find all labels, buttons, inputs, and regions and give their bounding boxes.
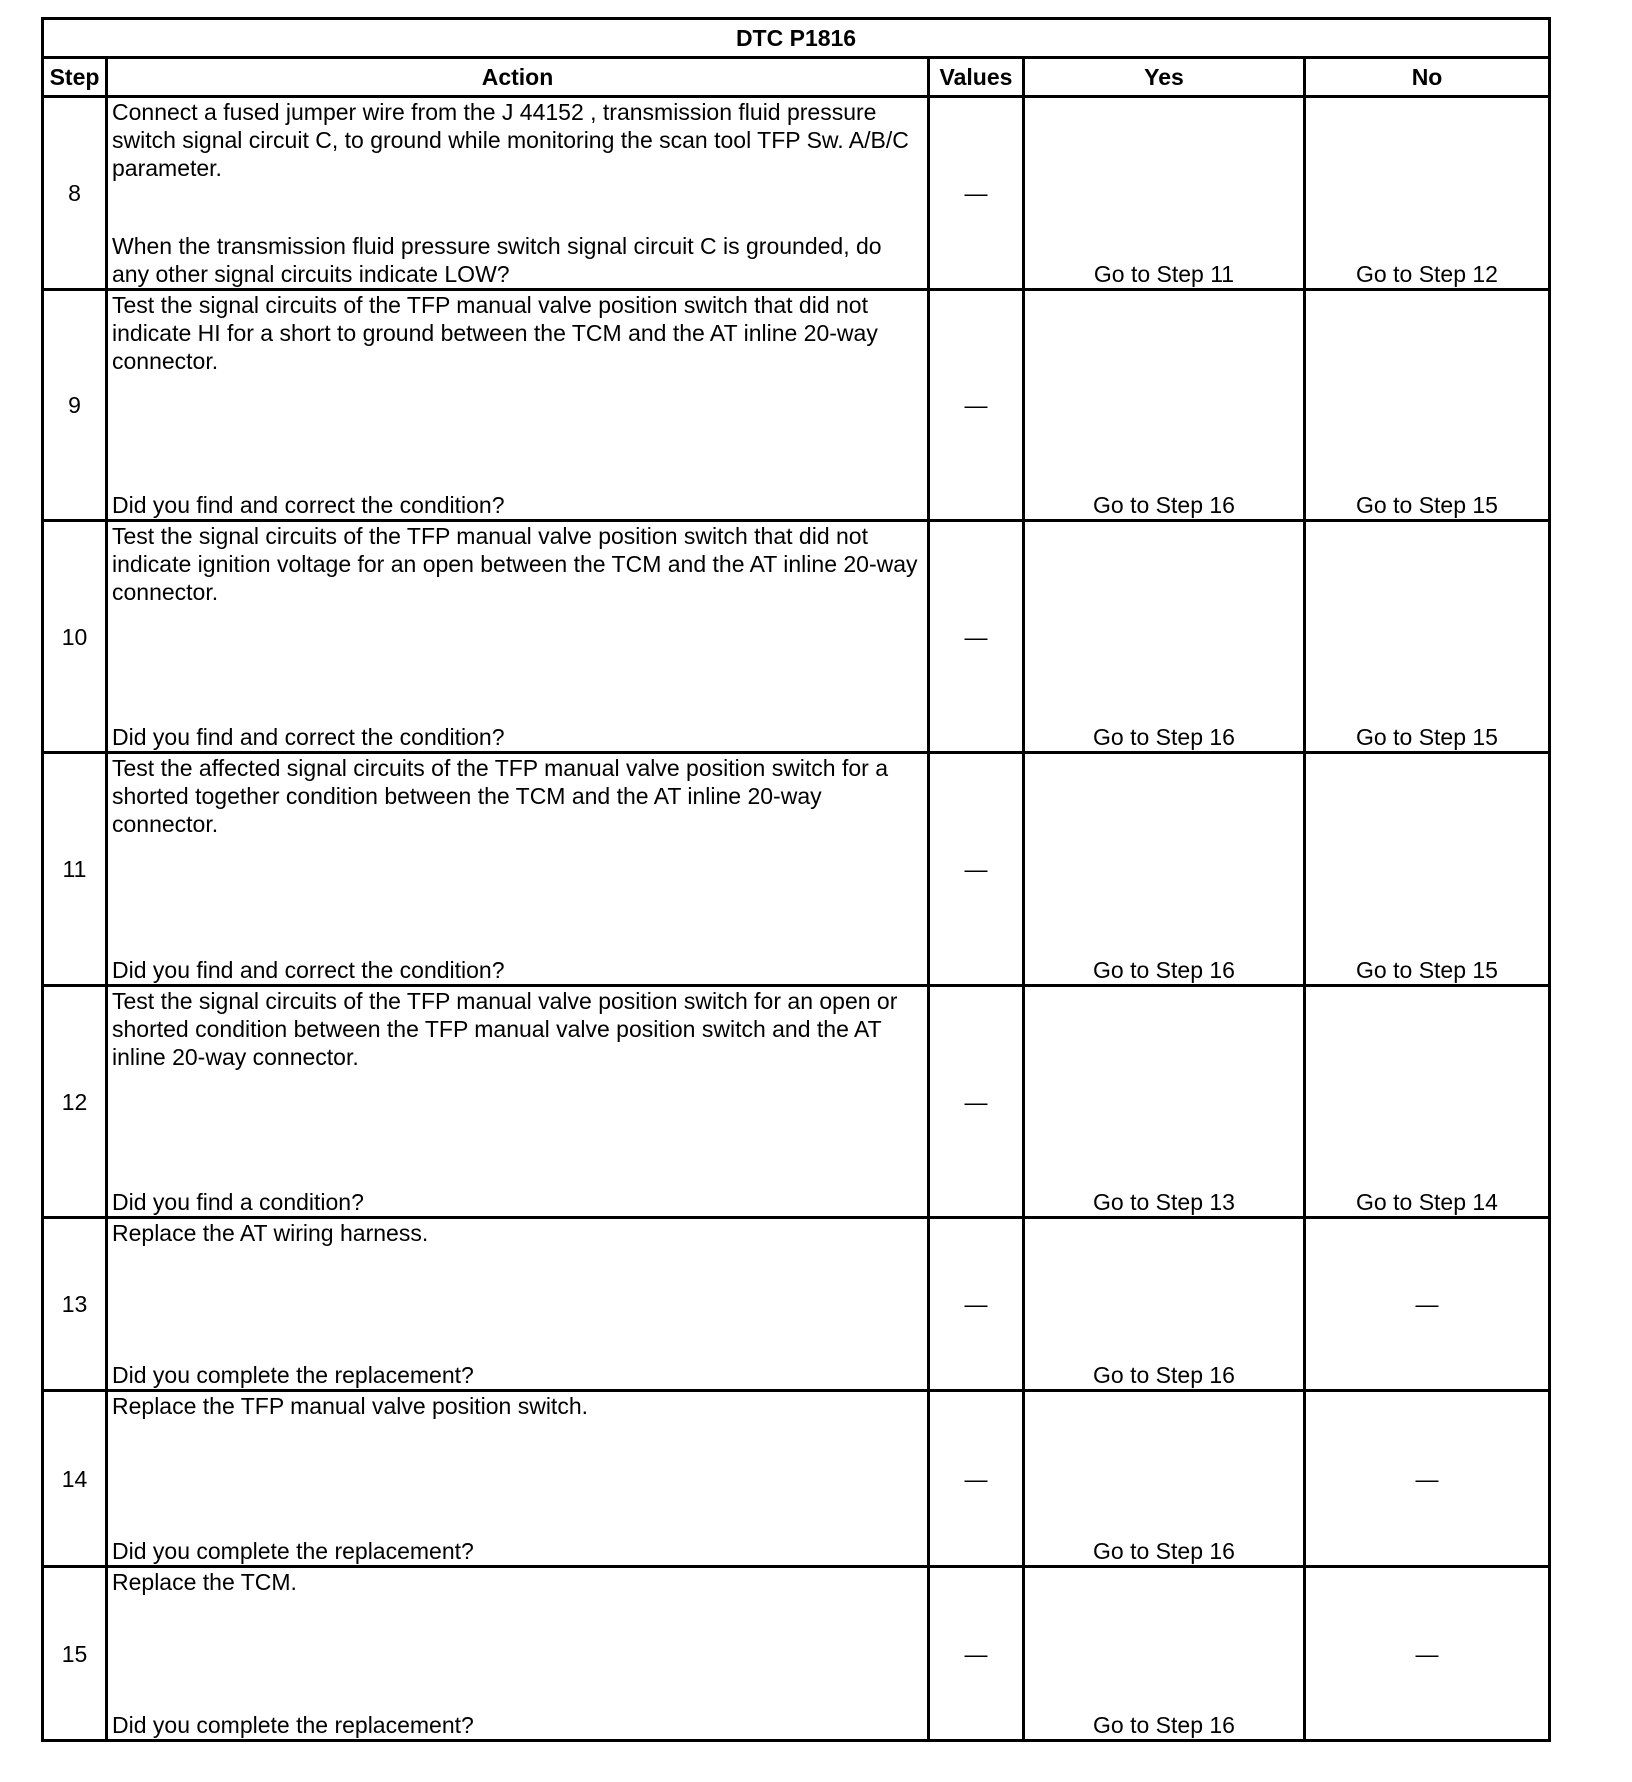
action-text: Test the signal circuits of the TFP manual valve position switch for an open or shorted condition between the TFP manual valve position switch and the AT inline 20-way connector. [112,988,898,1070]
step-number: 8 [43,97,107,290]
no-action: — [1305,1567,1550,1741]
step-number: 13 [43,1218,107,1391]
values-cell: — [929,97,1024,290]
yes-action: Go to Step 16 [1024,1567,1305,1741]
yes-action: Go to Step 16 [1024,290,1305,521]
values-cell: — [929,986,1024,1218]
values-cell: — [929,1218,1024,1391]
action-question: Did you complete the replacement? [112,1362,474,1388]
yes-action: Go to Step 16 [1024,1218,1305,1391]
yes-action: Go to Step 11 [1024,97,1305,290]
action-text: Connect a fused jumper wire from the J 44152 , transmission fluid pressure switch signal circuit C, to ground while monitoring the scan tool TFP Sw. A/B/C parameter. [112,99,909,181]
header-values: Values [929,58,1024,97]
no-action: Go to Step 12 [1305,97,1550,290]
values-cell: — [929,1567,1024,1741]
values-cell: — [929,521,1024,753]
yes-action: Go to Step 16 [1024,521,1305,753]
diagnostic-table [41,17,1551,1742]
action-cell [107,1218,929,1391]
no-action: Go to Step 15 [1305,521,1550,753]
action-text: Test the affected signal circuits of the TFP manual valve position switch for a shorted together condition between the TCM and the AT inline 20-way connector. [112,755,889,837]
yes-action: Go to Step 16 [1024,1391,1305,1567]
yes-action: Go to Step 16 [1024,753,1305,986]
action-cell [107,753,929,986]
action-question: Did you find and correct the condition? [112,724,505,750]
values-cell: — [929,290,1024,521]
no-action: Go to Step 15 [1305,290,1550,521]
header-action: Action [107,58,929,97]
header-step: Step [43,58,107,97]
action-cell [107,290,929,521]
action-question: Did you find and correct the condition? [112,492,505,518]
action-cell [107,521,929,753]
header-no: No [1305,58,1550,97]
action-cell [107,1391,929,1567]
table-row [43,1567,1550,1741]
action-question: Did you find a condition? [112,1189,364,1215]
table-title: DTC P1816 [43,19,1550,58]
table-row [43,1391,1550,1567]
values-cell: — [929,1391,1024,1567]
action-text: Test the signal circuits of the TFP manual valve position switch that did not indicate ignition voltage for an open between the TCM and the AT inline 20-way connector. [112,523,918,605]
action-text: Test the signal circuits of the TFP manual valve position switch that did not indicate HI for a short to ground between the TCM and the AT inline 20-way connector. [112,292,878,374]
action-cell [107,1567,929,1741]
table-row [43,521,1550,753]
header-yes: Yes [1024,58,1305,97]
action-cell [107,986,929,1218]
step-number: 15 [43,1567,107,1741]
table-row [43,986,1550,1218]
action-question: When the transmission fluid pressure switch signal circuit C is grounded, do any other signal circuits indicate LOW? [112,233,882,287]
no-action: — [1305,1391,1550,1567]
table-row [43,290,1550,521]
values-cell: — [929,753,1024,986]
action-question: Did you complete the replacement? [112,1538,474,1564]
action-question: Did you complete the replacement? [112,1712,474,1738]
no-action: — [1305,1218,1550,1391]
step-number: 12 [43,986,107,1218]
action-text: Replace the TFP manual valve position switch. [112,1393,589,1419]
step-number: 10 [43,521,107,753]
no-action: Go to Step 14 [1305,986,1550,1218]
action-text: Replace the TCM. [112,1569,297,1595]
yes-action: Go to Step 13 [1024,986,1305,1218]
step-number: 11 [43,753,107,986]
table-row [43,753,1550,986]
action-text: Replace the AT wiring harness. [112,1220,429,1246]
action-cell [107,97,929,290]
step-number: 9 [43,290,107,521]
table-row [43,1218,1550,1391]
step-number: 14 [43,1391,107,1567]
action-question: Did you find and correct the condition? [112,957,505,983]
table-row [43,97,1550,290]
no-action: Go to Step 15 [1305,753,1550,986]
